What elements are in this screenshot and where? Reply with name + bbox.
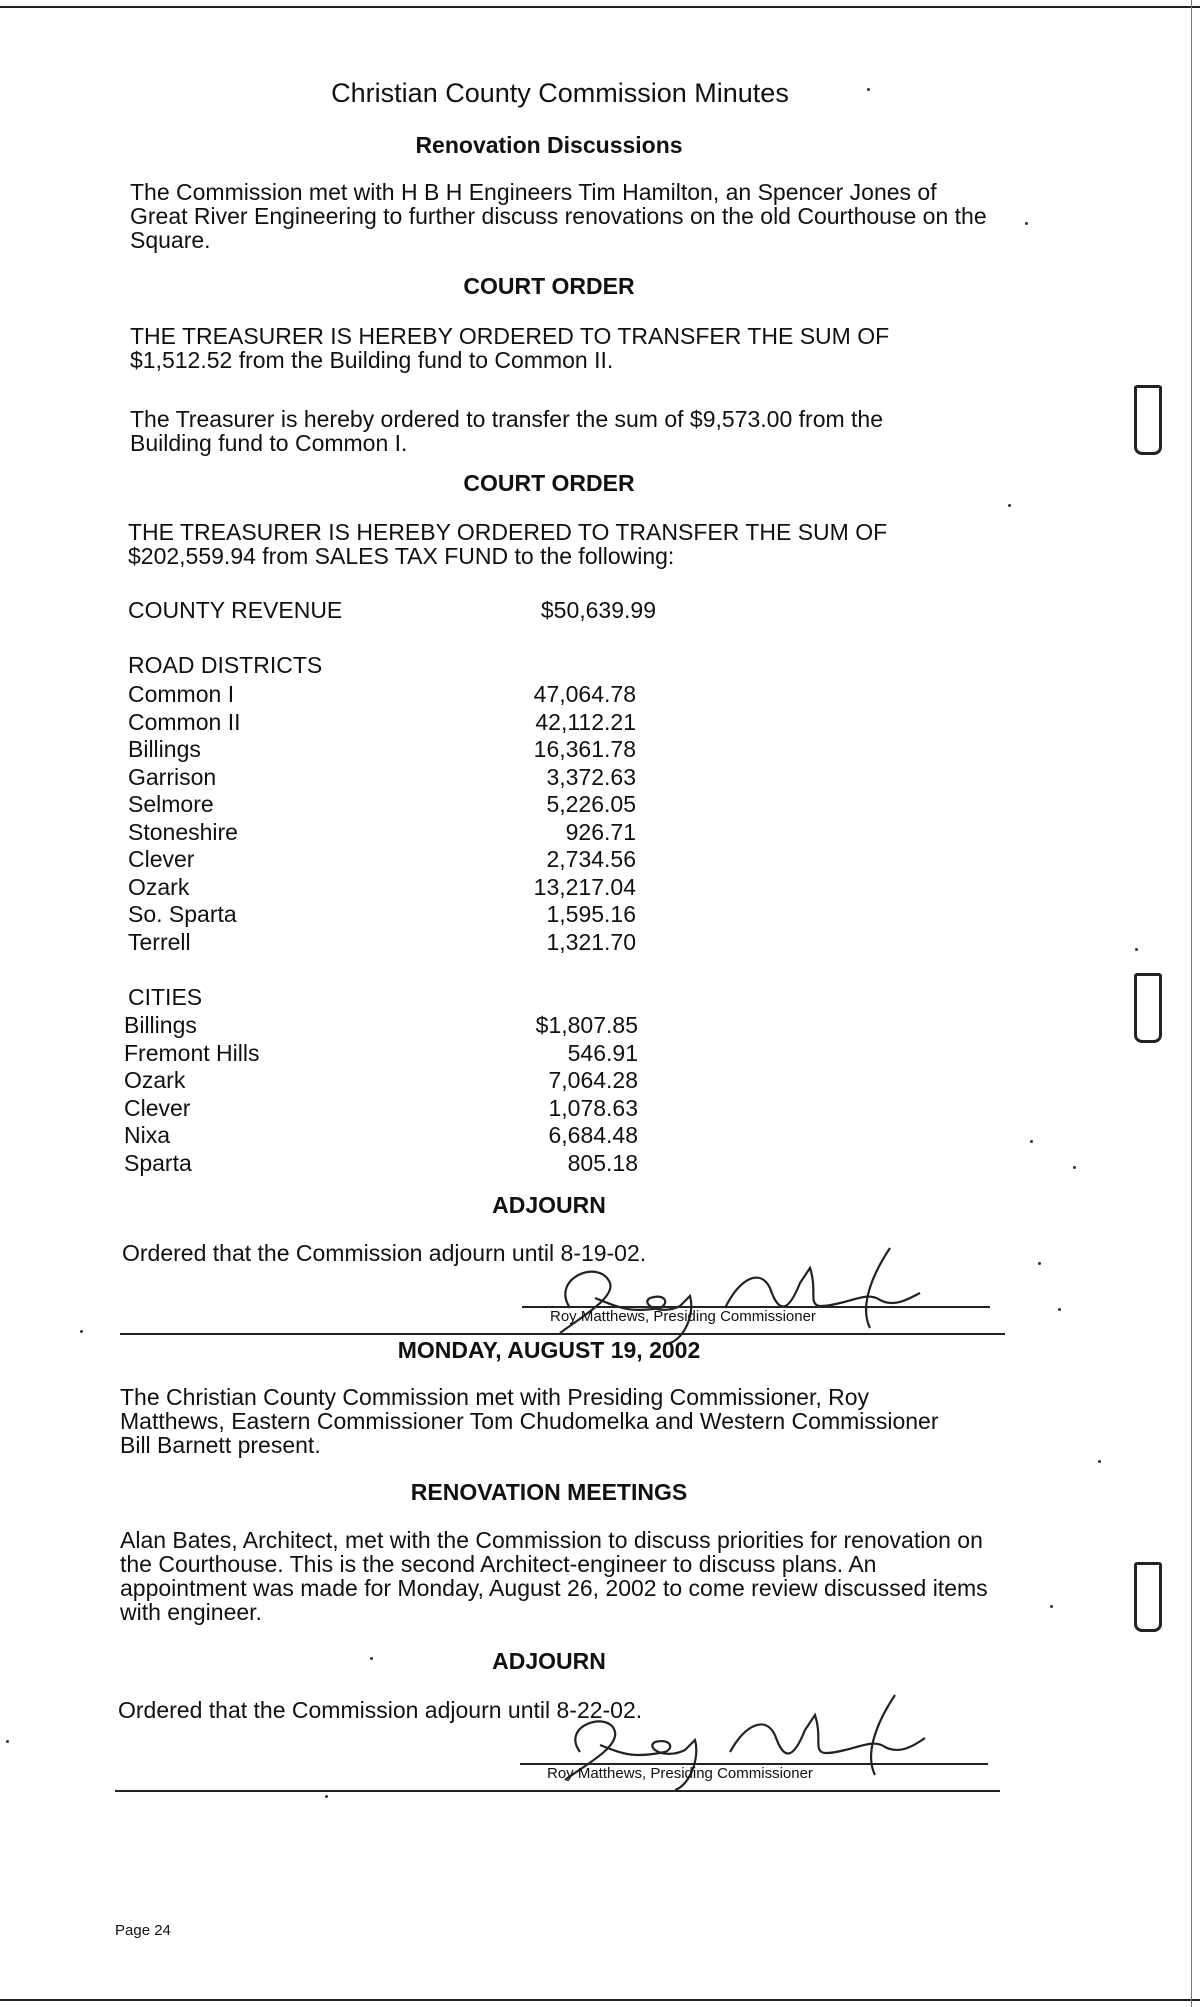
- list-item: [128, 819, 636, 847]
- city-name: Fremont Hills: [124, 1039, 260, 1066]
- road-district-name: Garrison: [128, 763, 217, 790]
- list-item: [128, 874, 636, 902]
- road-districts-list: [128, 681, 636, 956]
- road-districts-label: ROAD DISTRICTS: [128, 652, 323, 678]
- list-item: [124, 1040, 638, 1068]
- scan-speck: [1008, 504, 1011, 507]
- list-item: [128, 736, 636, 764]
- meeting-attendance-paragraph: The Christian County Commission met with Presiding Commissioner, Roy Matthews, Eastern Commissioner Tom Chudomelka and Western Commissioner Bill Barnett present.: [120, 1384, 939, 1458]
- city-name: Sparta: [124, 1149, 192, 1176]
- road-district-amount: 2,734.56: [546, 846, 636, 872]
- road-district-name: Ozark: [128, 873, 190, 900]
- scan-speck: [1135, 948, 1138, 951]
- hole-punch-mark: [1134, 973, 1162, 1043]
- hole-punch-mark: [1134, 385, 1162, 455]
- meeting-date-heading: MONDAY, AUGUST 19, 2002: [397, 1337, 701, 1363]
- renovation-discussions-paragraph: The Commission met with H B H Engineers Tim Hamilton, an Spencer Jones of Great River Engineering to further discuss renovations on the old Courthouse on the Square.: [130, 179, 987, 253]
- adjourn-order-text: Ordered that the Commission adjourn until 8-22-02.: [118, 1697, 643, 1723]
- scan-edge-top: [0, 0, 1200, 8]
- road-district-name: Common II: [128, 708, 241, 735]
- road-district-amount: 42,112.21: [535, 708, 636, 735]
- scan-edge-right: [1191, 0, 1192, 2007]
- list-item: [124, 1122, 638, 1150]
- list-item: [124, 1012, 638, 1040]
- scan-speck: [6, 1740, 9, 1743]
- city-amount: 1,078.63: [548, 1094, 638, 1121]
- city-name: Nixa: [124, 1122, 171, 1148]
- city-amount: $1,807.85: [535, 1012, 638, 1038]
- scan-speck: [80, 1330, 83, 1333]
- list-item: [128, 846, 636, 874]
- signature-roy-matthews: [540, 1690, 980, 1800]
- list-item: [128, 709, 636, 737]
- page-title: Christian County Commission Minutes: [331, 78, 789, 108]
- list-item: [124, 1150, 638, 1178]
- city-amount: 6,684.48: [548, 1122, 638, 1148]
- renovation-meetings-paragraph: Alan Bates, Architect, met with the Commission to discuss priorities for renovation on the Courthouse. This is the second Architect-engineer to discuss plans. An appointment was made for Monday, August 26, 2002 to come review discussed items with engineer.: [120, 1527, 988, 1625]
- county-revenue-amount: $50,639.99: [540, 597, 656, 623]
- section-heading-renovation-discussions: Renovation Discussions: [415, 132, 683, 158]
- road-district-amount: 3,372.63: [546, 763, 636, 790]
- court-order-sales-tax-paragraph: THE TREASURER IS HEREBY ORDERED TO TRANSFER THE SUM OF $202,559.94 from SALES TAX FUND to the following:: [128, 519, 888, 569]
- page-number: Page 24: [115, 1922, 171, 1939]
- signature-roy-matthews: [540, 1238, 980, 1348]
- scan-speck: [1025, 222, 1028, 225]
- road-district-amount: 13,217.04: [533, 873, 636, 900]
- adjourn-heading: ADJOURN: [492, 1192, 606, 1218]
- court-order-heading: COURT ORDER: [463, 273, 635, 299]
- county-revenue-row: [128, 597, 656, 624]
- scan-speck: [1050, 1605, 1053, 1608]
- renovation-meetings-heading: RENOVATION MEETINGS: [410, 1479, 688, 1505]
- cities-label: CITIES: [128, 984, 203, 1010]
- signature-name-caption: Roy Matthews, Presiding Commissioner: [547, 1765, 813, 1782]
- county-revenue-label: COUNTY REVENUE: [128, 597, 343, 623]
- scan-speck: [1038, 1262, 1041, 1265]
- scan-speck: [1030, 1140, 1033, 1143]
- scan-edge-bottom: [0, 1999, 1200, 2001]
- cities-list: [124, 1012, 638, 1177]
- list-item: [128, 764, 636, 792]
- signature-name-caption: Roy Matthews, Presiding Commissioner: [550, 1308, 816, 1325]
- list-item: [128, 929, 636, 957]
- city-name: Clever: [124, 1094, 191, 1121]
- road-district-name: Clever: [128, 846, 195, 872]
- court-order-heading: COURT ORDER: [463, 470, 635, 496]
- city-amount: 546.91: [567, 1039, 638, 1066]
- scan-speck: [1073, 1166, 1076, 1169]
- city-name: Billings: [124, 1012, 197, 1038]
- road-district-amount: 1,595.16: [546, 901, 636, 927]
- road-district-amount: 5,226.05: [546, 791, 636, 817]
- court-order-transfer-common-i: The Treasurer is hereby ordered to transfer the sum of $9,573.00 from the Building fund to Common I.: [130, 406, 884, 456]
- road-district-amount: 47,064.78: [533, 681, 636, 707]
- scan-speck: [1098, 1460, 1101, 1463]
- scan-speck: [325, 1795, 328, 1798]
- list-item: [124, 1095, 638, 1123]
- list-item: [128, 681, 636, 709]
- adjourn-heading: ADJOURN: [492, 1648, 606, 1674]
- road-district-name: Selmore: [128, 791, 214, 817]
- list-item: [128, 791, 636, 819]
- road-district-name: So. Sparta: [128, 901, 237, 927]
- hole-punch-mark: [1134, 1562, 1162, 1632]
- road-district-name: Stoneshire: [128, 818, 238, 845]
- court-order-transfer-common-ii: THE TREASURER IS HEREBY ORDERED TO TRANSFER THE SUM OF $1,512.52 from the Building fund to Common II.: [130, 323, 890, 373]
- adjourn-order-text: Ordered that the Commission adjourn until 8-19-02.: [122, 1240, 647, 1266]
- city-amount: 805.18: [567, 1149, 638, 1176]
- scan-speck: [1058, 1308, 1061, 1311]
- road-district-name: Common I: [128, 681, 235, 707]
- road-district-amount: 1,321.70: [546, 928, 636, 955]
- road-district-amount: 16,361.78: [533, 736, 636, 762]
- list-item: [124, 1067, 638, 1095]
- road-district-amount: 926.71: [565, 818, 636, 845]
- section-divider: [120, 1333, 1005, 1335]
- road-district-name: Billings: [128, 736, 201, 762]
- city-amount: 7,064.28: [548, 1067, 638, 1093]
- city-name: Ozark: [124, 1067, 186, 1093]
- section-divider: [115, 1790, 1000, 1792]
- list-item: [128, 901, 636, 929]
- road-district-name: Terrell: [128, 928, 191, 955]
